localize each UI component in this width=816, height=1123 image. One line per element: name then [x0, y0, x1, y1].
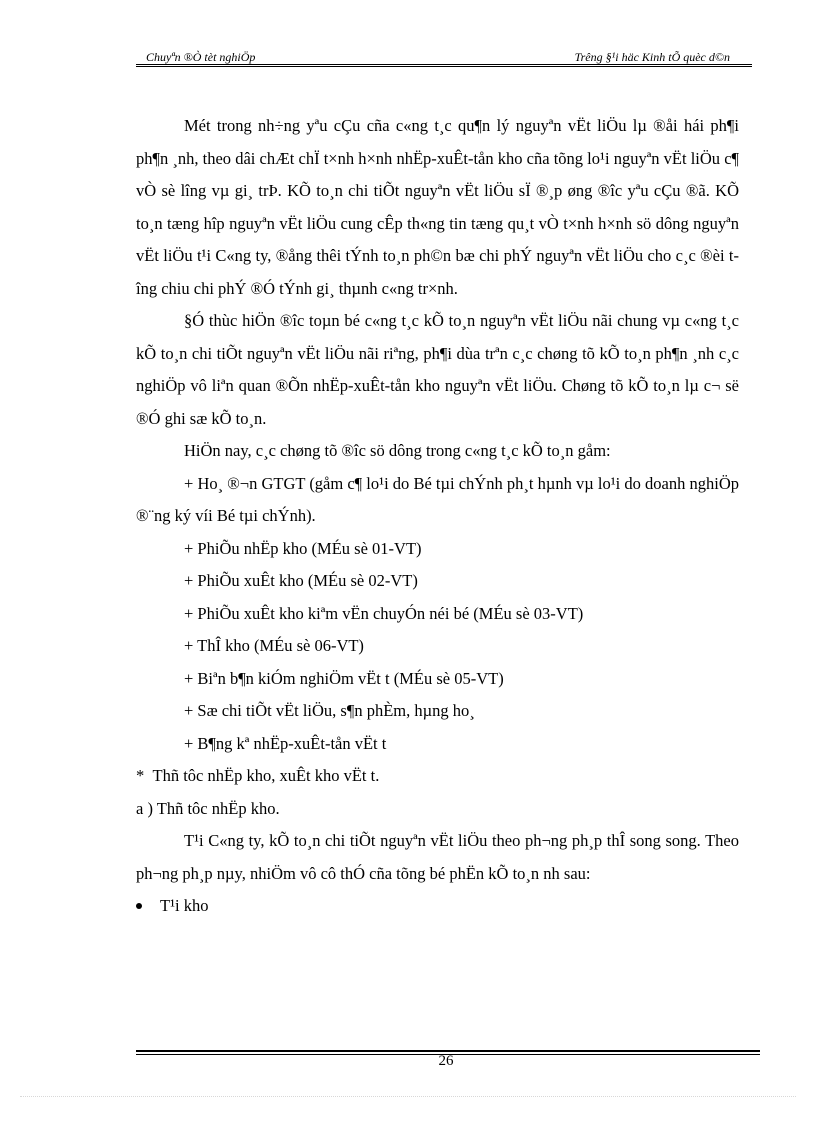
- list-item-invoice: + Ho¸ ®¬n GTGT (gåm c¶ lo¹i do Bé tµi chÝnh ph¸t hµnh vµ lo¹i do doanh nghiÖp ®¨ng ký víi Bé tµi chÝnh).: [136, 473, 739, 525]
- list-item: + PhiÕu xuÊt kho (MÉu sè 02-VT): [184, 571, 418, 590]
- bullet-text: T¹i kho: [160, 896, 209, 915]
- paragraph-2: §Ó thùc hiÖn ®îc toµn bé c«ng t¸c kÕ to¸n nguyªn vËt liÖu nãi chung vµ c«ng t¸c kÕ to¸n chi tiÕt nguyªn vËt liÖu nãi riªng, ph¶i dùa trªn c¸c chøng tõ kÕ to¸n ph¶n ¸nh c¸c nghiÖp vô liªn quan ®Õn nhËp-xuÊt-tån kho nguyªn vËt liÖu. Chøng tõ kÕ to¸n lµ c¬ së ®Ó ghi sæ kÕ to¸n.: [136, 311, 739, 428]
- document-body: [136, 110, 739, 923]
- bullet-dot-icon: [136, 903, 142, 909]
- footer-rule: [136, 1050, 760, 1052]
- paragraph-method: T¹i C«ng ty, kÕ to¸n chi tiÕt nguyªn vËt liÖu theo ph¬ng ph¸p thÎ song song. Theo ph¬ng ph¸p nµy, nhiÖm vô cô thÓ cña tõng bé phËn kÕ to¸n nh sau:: [136, 831, 739, 883]
- header-rule: [136, 64, 752, 65]
- page-number: 26: [438, 1053, 454, 1069]
- list-item: + PhiÕu xuÊt kho kiªm vËn chuyÓn néi bé (MÉu sè 03-VT): [184, 603, 584, 623]
- paragraph-1: Mét trong nh÷ng yªu cÇu cña c«ng t¸c qu¶n lý nguyªn vËt liÖu lµ ®åi hái ph¶i ph¶n ¸nh, theo dâi chÆt chÏ t×nh h×nh nhËp-xuÊt-tån kho cña tõng lo¹i nguyªn vËt liÖu c¶ vÒ sè lîng vµ gi¸ trÞ. KÕ to¸n chi tiÕt nguyªn vËt liÖu sÏ ®¸p øng ®îc yªu cÇu ®ã. KÕ to¸n tæng hîp nguyªn vËt liÖu cung cÊp th«ng tin tæng qu¸t vÒ t×nh h×nh sö dông nguyªn vËt liÖu t¹i C«ng ty, ®ång thêi tÝnh to¸n ph©n bæ chi phÝ nguyªn vËt liÖu cho c¸c ®èi tîng chiu chi phÝ ®Ó tÝnh gi¸ thµnh c«ng tr×nh.: [136, 116, 739, 298]
- list-item: + PhiÕu nhËp kho (MÉu sè 01-VT): [184, 538, 422, 558]
- bullet-item: [136, 890, 739, 923]
- header-rule-double: [136, 66, 752, 67]
- header-left-title: Chuyªn ®Ò tèt nghiÖp: [146, 50, 256, 64]
- list-item: + B¶ng kª nhËp-xuÊt-tån vËt t: [184, 733, 387, 753]
- header-right-title: Trêng §¹i häc Kinh tÕ quèc d©n: [574, 50, 730, 64]
- section-heading-procedures: [136, 760, 739, 793]
- list-item: + ThÎ kho (MÉu sè 06-VT): [184, 636, 364, 655]
- subsection-heading: a ) Thñ tôc nhËp kho.: [136, 798, 280, 818]
- paragraph-3: HiÖn nay, c¸c chøng tõ ®îc sö dông trong c«ng t¸c kÕ to¸n gåm:: [184, 441, 611, 460]
- section-heading-text: Thñ tôc nhËp kho, xuÊt kho vËt t.: [152, 766, 380, 785]
- list-item: + Sæ chi tiÕt vËt liÖu, s¶n phÈm, hµng ho¸: [184, 701, 475, 720]
- asterisk-marker: *: [136, 766, 145, 785]
- page-edge-divider: [20, 1096, 796, 1097]
- list-item: + Biªn b¶n kiÓm nghiÖm vËt t (MÉu sè 05-VT): [184, 668, 504, 688]
